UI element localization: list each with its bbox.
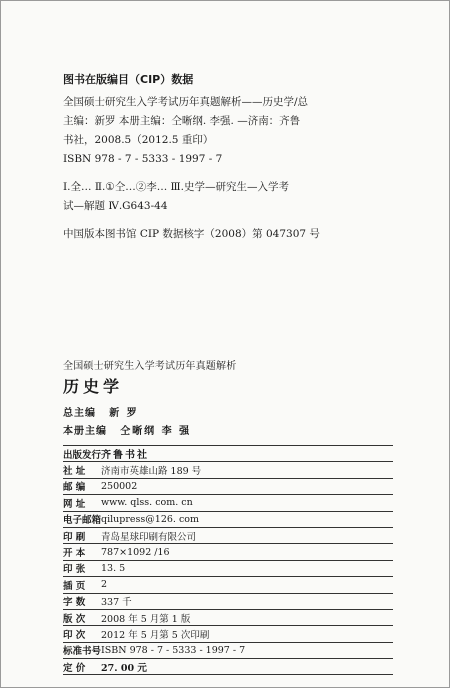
info-row (63, 544, 393, 560)
info-row (63, 577, 393, 593)
info-value: 2012 年 5 月第 5 次印刷 (101, 629, 210, 641)
cip-isbn: ISBN 978 - 7 - 5333 - 1997 - 7 (63, 153, 223, 165)
info-value: 2008 年 5 月第 1 版 (101, 613, 191, 625)
info-value: qilupress@126. com (101, 513, 199, 525)
info-key: 邮 编 (63, 482, 86, 494)
info-key: 网 址 (63, 498, 86, 510)
info-row (63, 495, 393, 511)
info-row (63, 594, 393, 610)
cip-subject-line: 试—解题 Ⅳ.G643-44 (63, 200, 168, 212)
info-key: 定 价 (63, 662, 86, 674)
info-key: 社 址 (63, 466, 86, 478)
info-key: 标准书号 (63, 646, 102, 658)
info-value: 250002 (101, 480, 138, 492)
volume-editor-names: 仝晰纲 李 强 (120, 426, 192, 437)
info-row (63, 626, 393, 642)
cip-line: 书社，2008.5（2012.5 重印） (63, 134, 214, 146)
info-key: 印 刷 (63, 531, 86, 543)
info-row-publisher (63, 446, 393, 462)
info-key: 出版发行 (63, 449, 102, 461)
chief-editor-row (63, 405, 191, 423)
info-key: 印 张 (63, 564, 86, 576)
cip-line: 全国硕士研究生入学考试历年真题解析——历史学/总 (63, 96, 309, 108)
info-value: www. qlss. com. cn (101, 497, 193, 509)
info-value: 青岛星球印刷有限公司 (101, 531, 197, 543)
publisher-logo-text: 齐鲁书社 (101, 450, 149, 462)
info-key: 字 数 (63, 597, 86, 609)
cip-heading: 图书在版编目（CIP）数据 (63, 73, 194, 86)
cip-line: 主编：新罗 本册主编：仝晰纲. 李强. —济南：齐鲁 (63, 115, 301, 127)
price-value: 27. 00 元 (101, 662, 147, 674)
chief-editor-name: 新 罗 (109, 408, 139, 419)
chief-editor-label: 总主编 (63, 408, 96, 419)
info-value: 787×1092 /16 (101, 546, 170, 558)
volume-editor-label: 本册主编 (63, 426, 107, 437)
series-title: 全国硕士研究生入学考试历年真题解析 (63, 361, 237, 372)
info-value: ISBN 978 - 7 - 5333 - 1997 - 7 (101, 644, 246, 656)
publication-info-table (63, 445, 393, 675)
info-key: 版 次 (63, 613, 86, 625)
info-row (63, 528, 393, 544)
info-key: 电子邮箱 (63, 515, 102, 527)
info-key: 印 次 (63, 629, 86, 641)
book-title: 历史学 (63, 377, 124, 396)
cip-subject-line: Ⅰ.全… Ⅱ.①仝…②李… Ⅲ.史学—研究生—入学考 (63, 181, 290, 193)
info-key: 开 本 (63, 548, 86, 560)
info-row (63, 479, 393, 495)
editor-credits (63, 405, 191, 441)
info-value: 13. 5 (101, 562, 126, 574)
info-row-price (63, 659, 393, 675)
info-value: 2 (101, 579, 108, 591)
info-row (63, 462, 393, 478)
volume-editor-row (63, 423, 191, 441)
info-value: 济南市英雄山路 189 号 (101, 466, 202, 478)
cip-record (63, 93, 335, 244)
info-value: 337 千 (101, 597, 132, 609)
cip-number: 中国版本图书馆 CIP 数据核字（2008）第 047307 号 (63, 228, 320, 240)
info-key: 插 页 (63, 580, 86, 592)
info-row (63, 643, 393, 659)
info-row (63, 561, 393, 577)
info-row (63, 512, 393, 528)
info-row (63, 610, 393, 626)
